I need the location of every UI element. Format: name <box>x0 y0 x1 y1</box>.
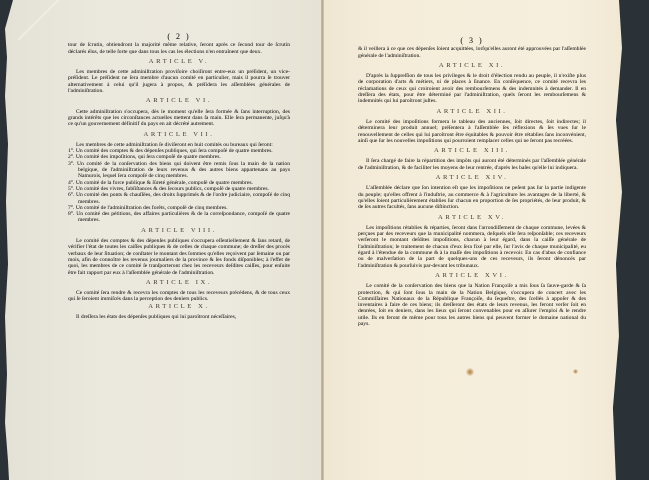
article-text: Le comité de la conſervation des biens que la Nation Françoiſe a mis ſous ſa ſauve-garde & ſa protection, & qui ſont ſous la main de la Nation Belgique, s'occupera de concert avec les Commiſſaires Nationaux de la République Françoiſe, du ſequeſtre, des ſcellés à appoſer & des inventaires à faire de ces biens; ils dreſſeront des états de leurs revenus, les feront verſer ſoit en denrées, ſoit en deniers, dans les lieux qui ſeront convenables pour en aſſurer l'emploi & le rendre utile. Ils en feront de même pour tous les autres biens qui peuvent former le domaine national du pays. <box>358 283 586 327</box>
article-heading: ARTICLE VIII. <box>141 226 217 234</box>
intro-paragraph: tour de ſcrutin, obtiendront la majorité même relative, ſeront après ce ſecond tour de ſcrutin déclarés élus, de telle ſorte que dans tous les cas les élections n'en entraînent que deux. <box>68 42 290 55</box>
article-text: D'après la ſuppreſſion de tous les privileges & le droit d'élection rendu au peuple, il n'exiſte plus de corporation d'arts & métiers, ni de places à ſinance. En conſéquence, ce comité recevra les réclamations de ceux qui croiroient avoir des rembourſemens & des indemnités à demander. Il en dreſſera des états, pour être déterminé par l'adminiſtration, quels ſeront les rembourſemens & indemnités qui lui paroîtront juſtes. <box>358 73 586 105</box>
article-text: Il dreſſera les états des dépenſes publiques qui lui paroîtront néceſſaires, <box>76 313 237 320</box>
left-page-text <box>68 34 290 320</box>
committee-list-item: 8°. Un comité des pétitions, des affaires particulières & de la correſpondance, compoſé de quatre membres. <box>68 211 290 224</box>
article-heading: ARTICLE XIII. <box>434 147 510 155</box>
article-heading: ARTICLE VI. <box>145 97 213 105</box>
article-heading: ARTICLE X. <box>148 302 210 310</box>
page-fold-mark <box>13 0 63 40</box>
committee-list-item: 2°. Un comité des impoſitions, qui ſera compoſé de quatre membres. <box>68 154 221 161</box>
article-heading: ARTICLE VII. <box>143 130 215 138</box>
article-text: Cette adminiſtration s'occupera, dès le moment qu'elle ſera formée & ſans interruption, des grands intérêts que les circonſtances actuelles mettent dans ſa main. Elle ſera permanente, juſqu'à ce qu'un gouvernement définitif du pays en ait décrété autrement. <box>68 108 290 128</box>
article-text: Il ſera chargé de faire la répartition des impôts qui auront été déterminés par l'aſſemblée générale de l'adminiſtration, & de faciliter les moyens de leur rentrée, d'après les baſes qu'elle lui indiquera. <box>358 158 586 171</box>
article-heading: ARTICLE XI. <box>438 61 506 69</box>
article-heading: ARTICLE IX. <box>145 278 213 286</box>
committee-list-item: 7°. Un comité de l'adminiſtration des forêts, compoſé de cinq membres. <box>68 204 228 211</box>
article-heading: ARTICLE XV. <box>437 213 506 221</box>
committee-list-item: 1°. Un comité des comptes & des dépenſes publiques, qui ſera compoſé de quatre membres. <box>68 148 273 155</box>
paper-stain <box>573 369 578 374</box>
article-text: Le comité des impoſitions formera le tableau des anciennes, ſoit directes, ſoit indirectes; il déterminera leur produit annuel; préſentera à l'aſſemblée ſes réflexions & ſes vues ſur le renouvellement de celles qui lui paroîtront être équitables & pouvoir être rétablies ſans inconvénient, ainſi que ſur les nouvelles impoſitions qui pourroient remplacer celles qui ne ſeront pas recréées. <box>358 118 586 144</box>
article-text: Les impoſitions rétablies & réparties, ſeront dans l'arrondiſſement de chaque commune, levées & perçues par des receveurs que la municipalité nommera, deſquels elle ſera reſponſable; ces receveurs verſeront le montant deſdites impoſitions, chacun à leur égard, dans la caiſſe générale de l'adminiſtration; le traitement de chacun d'eux ſera fixé par elle, ſur l'avis de chaque municipalité, eu égard à l'étendue de la commune & à la maſſe des impoſitions à recevoir. En cas d'abus de confiance ou de malverſation de la part de quelques-uns de ces receveurs, ils ſeront dénoncés par l'adminiſtration & pourſuivis par-devant les tribunaux. <box>358 224 586 269</box>
page-number: ( 2 ) <box>167 32 191 41</box>
article-text: Les membres de cette adminiſtration ſe diviſeront en huit comités ou bureaux qui ſeront: <box>76 141 273 148</box>
article-heading: ARTICLE XVI. <box>435 271 509 279</box>
committee-list-item: 5°. Un comité des vivres, ſubſiſtances & des ſecours publics, compoſé de quatre membres. <box>68 185 269 192</box>
committee-list-item: 6°. Un comité des ponts & chauſſées, des droits ſupprimés & de l'ordre judiciaire, compoſé de cinq membres. <box>68 192 290 205</box>
paper-stain <box>466 368 474 376</box>
article-text: Ce comité ſera rendre & recevra les comptes de tous les receveurs précédens, & de tous ceux qui ſe ſeroient immiſcés dans la perception des deniers publics. <box>68 290 290 303</box>
intro-paragraph: & il veillera à ce que ces dépenſes ſoient acquittées, lorſqu'elles auront été approuvées par l'aſſemblée générale de l'adminiſtration. <box>358 46 586 59</box>
committee-list-item: 4°. Un comité de la force publique & ſûreté générale, compoſé de quatre membres. <box>68 179 253 186</box>
article-heading: ARTICLE XIV. <box>435 174 509 182</box>
article-heading: ARTICLE V. <box>148 57 210 65</box>
page-number: ( 3 ) <box>460 36 484 45</box>
article-text: Les membres de cette adminiſtration proviſoire choiſiront entre-eux un préſident, un vice-préſident. Le préſident ne ſera membre d'aucun comité en particulier, mais il pourra ſe trouver alternativement à celui qu'il jugera à propos, & préſidera les aſſemblées générales de l'adminiſtration. <box>68 69 290 95</box>
committee-list-item: 3°. Un comité de la conſervation des biens qui doivent être remis ſous la main de la nation belgique, de l'adminiſtration de leurs revenus & des autres biens appartenans au pays Namurois, lequel ſera compoſé de cinq membres. <box>68 160 290 180</box>
article-heading: ARTICLE XII. <box>436 107 508 115</box>
article-text: L'aſſemblée déclare que ſon intention eſt que les impoſitions ne peſent pas ſur la partie indigente du peuple; qu'elles offrent à l'induſtrie, au commerce & à l'agriculture les avantages de la liberté, & qu'elles ſoient particulièrement établies ſur chacun en proportion de ſes propriétés, de leur produit, & de ſes autres facultés, ſans aucune diſtinction. <box>358 185 586 211</box>
right-page-text <box>358 38 586 327</box>
article-text: Le comité des comptes & des dépenſes publiques s'occupera eſſentiellement & ſans retard, de vérifier l'état de toutes les caiſſes publiques & de celles de chaque commune; de dreſſer des procès verbaux de leur ſituation; de conſtater le montant des ſommes qu'elles reçoivent par ſemaine ou par mois, afin de connoître les revenus journaliers de la province & ſes fonds diſponibles; à l'effet de quoi, les membres de ce comité ſe tranſporteront chez les receveurs deſdites caiſſes, pour enſuite être fait rapport par eux à l'aſſemblée générale de l'adminiſtration. <box>68 238 290 276</box>
